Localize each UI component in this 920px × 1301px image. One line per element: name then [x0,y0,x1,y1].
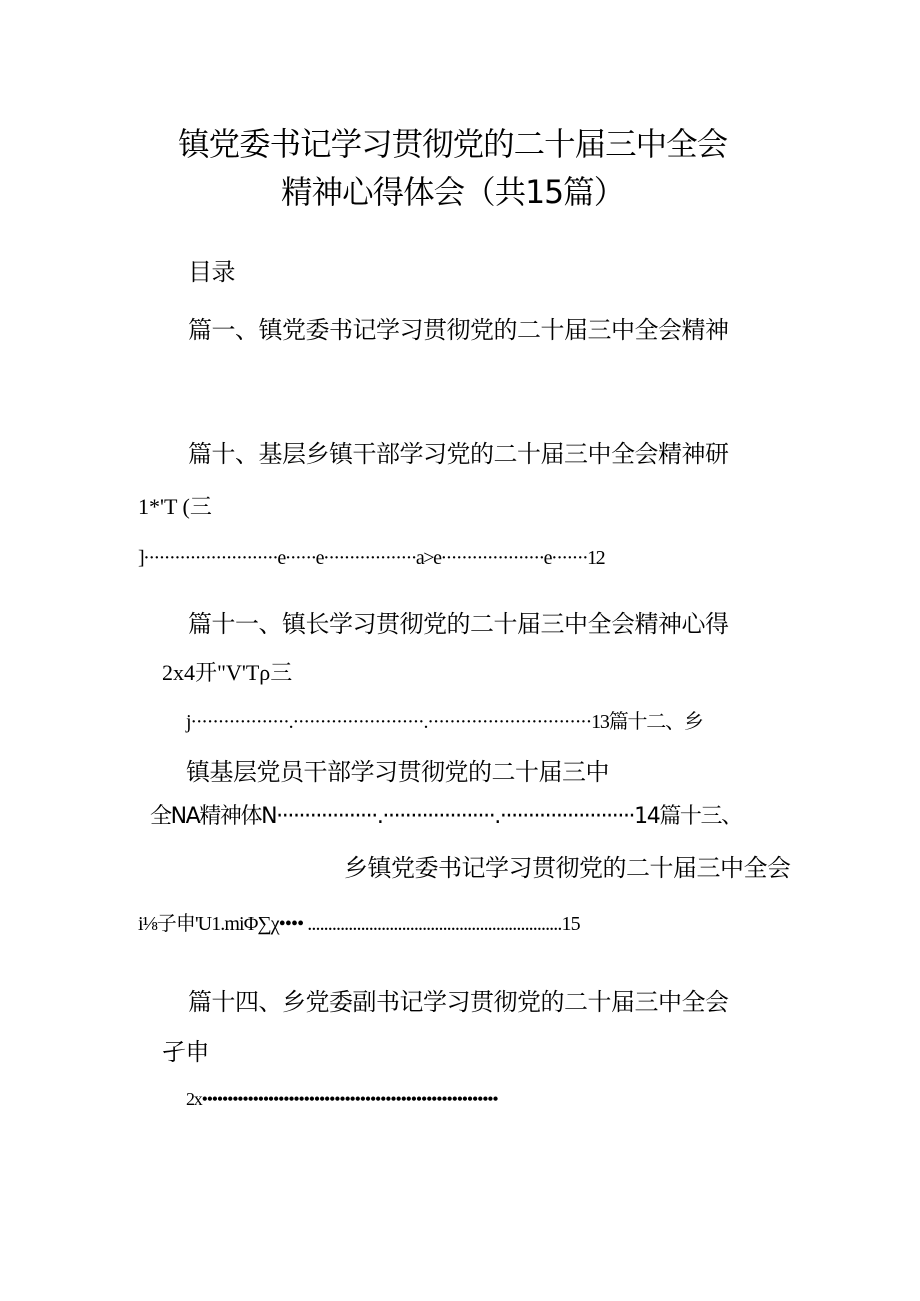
toc-leader-line: i⅛子申'U1.miΦ∑χ•••• ..............................................................15 [138,913,580,935]
toc-entry-14: 篇十四、乡党委副书记学习贯彻党的二十届三中全会 [188,988,729,1016]
garbled-text-line: 2x4开"V'Tρ三 [162,660,293,685]
toc-entry-13: 乡镇党委书记学习贯彻党的二十届三中全会 [344,854,791,882]
garbled-text-line: 1*'T (三 [138,494,212,519]
toc-entry-1: 篇一、镇党委书记学习贯彻党的二十届三中全会精神 [188,316,729,344]
garbled-text-line: 孑申 [162,1038,209,1066]
toc-entry-11: 篇十一、镇长学习贯彻党的二十届三中全会精神心得 [188,610,729,638]
document-title-line-1: 镇党委书记学习贯彻党的二十届三中全会 [178,125,728,163]
toc-heading: 目录 [188,258,235,286]
toc-leader-line: ]··························e······e··················a>e····················e·······12 [138,547,605,569]
toc-entry-12: 镇基层党员干部学习贯彻党的二十届三中 [186,758,609,786]
toc-leader-line: j··················.························.······························13篇十二、乡 [186,711,703,733]
document-title-line-2: 精神心得体会（共15篇） [281,173,625,211]
toc-entry-10: 篇十、基层乡镇干部学习党的二十届三中全会精神研 [188,440,729,468]
toc-leader-line: 全NA精神体N··················.····················.························14篇十三、 [150,804,742,829]
toc-leader-line: 2x•••••••••••••••••••••••••••••••••••••••••••••••••••••••••• [186,1089,498,1109]
